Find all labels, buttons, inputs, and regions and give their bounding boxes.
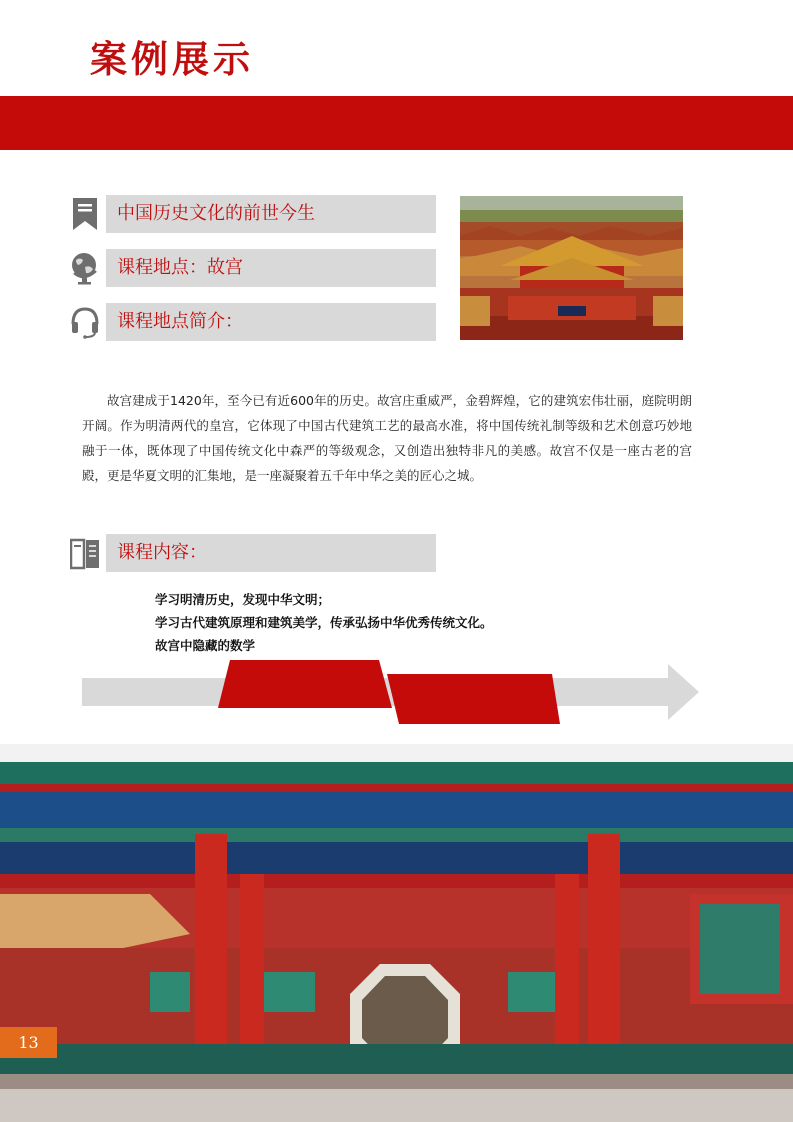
- info-row-topic: [70, 195, 436, 233]
- decorative-arrow: [82, 658, 702, 728]
- list-item: 学习古代建筑原理和建筑美学，传承弘扬中华优秀传统文化。: [155, 615, 493, 630]
- course-content-list: [155, 588, 493, 657]
- topic-label-bar: [106, 195, 436, 233]
- forbidden-city-photo: [460, 196, 683, 340]
- intro-label: 课程地点简介：: [117, 311, 243, 332]
- page-title: 案例展示: [90, 38, 254, 81]
- open-book-icon: [70, 536, 100, 570]
- info-row-course-content: [70, 534, 436, 572]
- globe-icon: [70, 251, 100, 285]
- intro-label-bar: [106, 303, 436, 341]
- list-item: 学习明清历史，发现中华文明；: [155, 592, 331, 607]
- location-label: 课程地点：故宫: [117, 257, 243, 278]
- course-content-label: 课程内容：: [117, 542, 207, 563]
- bookmark-icon: [70, 197, 100, 231]
- page-number-tab: 13: [0, 1027, 57, 1058]
- info-row-location: [70, 249, 436, 287]
- topic-label: 中国历史文化的前世今生: [117, 203, 315, 224]
- info-row-intro: [70, 303, 436, 341]
- location-label-bar: [106, 249, 436, 287]
- location-description: 故宫建成于1420年，至今已有近600年的历史。故宫庄重威严，金碧辉煌，它的建筑宏伟壮丽，庭院明朗开阔。作为明清两代的皇宫，它体现了中国古代建筑工艺的最高水准，将中国传统礼制等级和艺术创意巧妙地融于一体，既体现了中国传统文化中森严的等级观念，又创造出独特非凡的美感。故宫不仅是一座古老的宫殿，更是华夏文明的汇集地，是一座凝聚着五千年中华之美的匠心之城。: [82, 393, 692, 483]
- header-band: [0, 96, 793, 150]
- palace-courtyard-photo: [0, 744, 793, 1122]
- course-content-label-bar: [106, 534, 436, 572]
- list-item: 故宫中隐藏的数学: [155, 638, 256, 653]
- headset-icon: [70, 305, 100, 339]
